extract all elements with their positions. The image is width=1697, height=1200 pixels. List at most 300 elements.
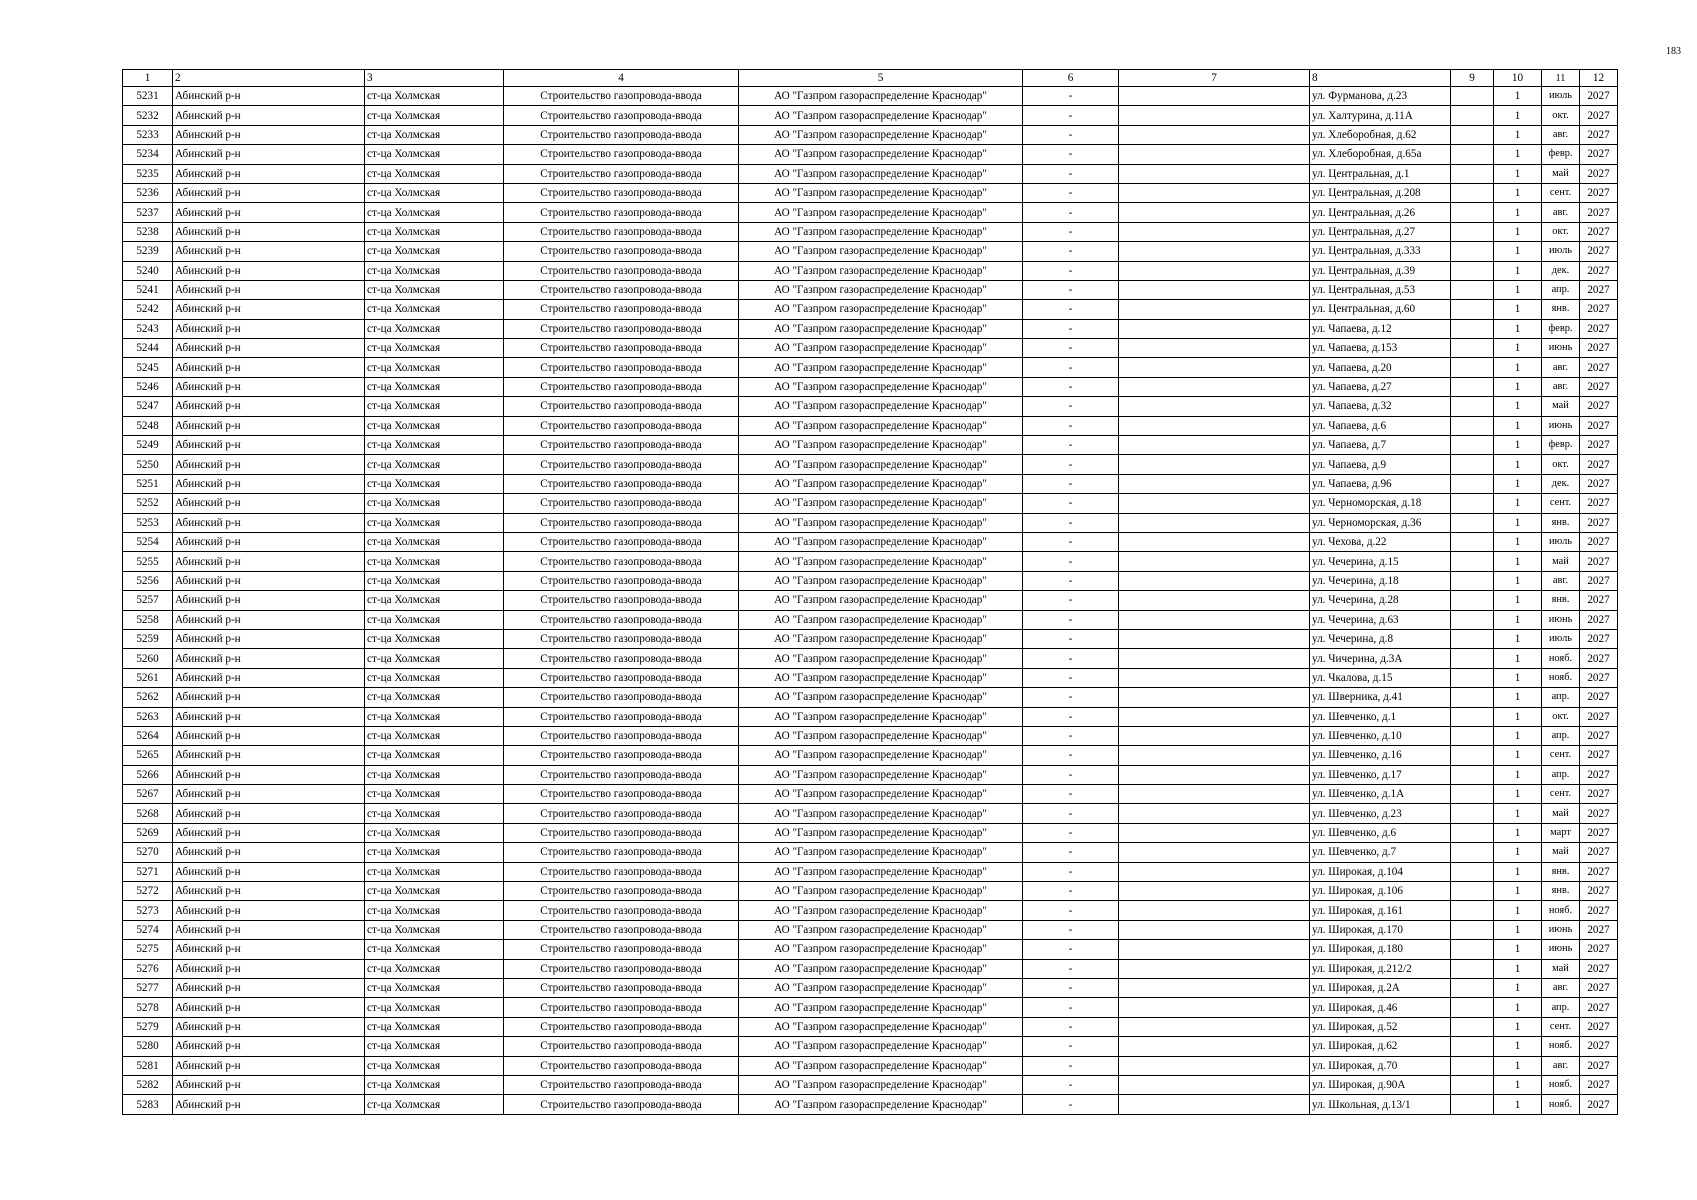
table-cell: ул. Чапаева, д.9 (1310, 455, 1451, 474)
table-cell: - (1023, 532, 1119, 551)
table-cell: июнь (1542, 920, 1580, 939)
table-cell (1451, 649, 1494, 668)
table-cell: 1 (1494, 862, 1542, 881)
table-cell: ст-ца Холмская (365, 164, 504, 183)
table-cell: 5240 (123, 261, 173, 280)
table-cell: АО "Газпром газораспределение Краснодар" (739, 1017, 1023, 1036)
table-cell: АО "Газпром газораспределение Краснодар" (739, 494, 1023, 513)
table-cell (1451, 222, 1494, 241)
table-cell: ул. Центральная, д.26 (1310, 203, 1451, 222)
table-cell: Абинский р-н (173, 532, 365, 551)
table-cell (1451, 474, 1494, 493)
table-cell: АО "Газпром газораспределение Краснодар" (739, 397, 1023, 416)
table-cell (1451, 823, 1494, 842)
table-cell: ст-ца Холмская (365, 843, 504, 862)
table-row (123, 280, 1618, 299)
table-cell: АО "Газпром газораспределение Краснодар" (739, 765, 1023, 784)
table-cell: ст-ца Холмская (365, 222, 504, 241)
table-cell: АО "Газпром газораспределение Краснодар" (739, 688, 1023, 707)
table-cell: Строительство газопровода-ввода (504, 978, 739, 997)
table-cell (1451, 300, 1494, 319)
table-cell: 2027 (1580, 436, 1618, 455)
table-cell: 1 (1494, 940, 1542, 959)
table-cell: ул. Шверника, д.41 (1310, 688, 1451, 707)
table-cell: 2027 (1580, 785, 1618, 804)
table-row (123, 823, 1618, 842)
table-cell: Абинский р-н (173, 494, 365, 513)
table-row (123, 765, 1618, 784)
table-cell (1119, 629, 1310, 648)
table-cell (1119, 785, 1310, 804)
table-row (123, 804, 1618, 823)
table-row (123, 668, 1618, 687)
table-cell (1119, 765, 1310, 784)
table-cell: нояб. (1542, 1075, 1580, 1094)
table-cell: 5266 (123, 765, 173, 784)
table-row (123, 1075, 1618, 1094)
table-cell: Абинский р-н (173, 513, 365, 532)
table-cell: 1 (1494, 358, 1542, 377)
table-cell: ул. Шевченко, д.23 (1310, 804, 1451, 823)
table-cell: 5235 (123, 164, 173, 183)
table-cell: Абинский р-н (173, 940, 365, 959)
table-cell: - (1023, 416, 1119, 435)
table-cell: ул. Шевченко, д.6 (1310, 823, 1451, 842)
table-cell: АО "Газпром газораспределение Краснодар" (739, 319, 1023, 338)
table-cell: Строительство газопровода-ввода (504, 397, 739, 416)
table-cell: Абинский р-н (173, 300, 365, 319)
table-cell: ст-ца Холмская (365, 571, 504, 590)
table-cell: май (1542, 164, 1580, 183)
table-cell: Строительство газопровода-ввода (504, 901, 739, 920)
table-cell: 2027 (1580, 901, 1618, 920)
table-cell: янв. (1542, 882, 1580, 901)
table-cell: ул. Широкая, д.90А (1310, 1075, 1451, 1094)
column-header: 6 (1023, 70, 1119, 87)
table-cell (1119, 436, 1310, 455)
table-cell: 2027 (1580, 610, 1618, 629)
table-cell: ул. Чапаева, д.7 (1310, 436, 1451, 455)
table-cell: 1 (1494, 339, 1542, 358)
table-cell (1451, 242, 1494, 261)
table-cell: 1 (1494, 203, 1542, 222)
table-cell: ст-ца Холмская (365, 339, 504, 358)
table-cell: АО "Газпром газораспределение Краснодар" (739, 862, 1023, 881)
table-cell: ст-ца Холмская (365, 106, 504, 125)
table-cell: Строительство газопровода-ввода (504, 494, 739, 513)
table-cell: 2027 (1580, 765, 1618, 784)
column-header: 10 (1494, 70, 1542, 87)
table-cell: 5279 (123, 1017, 173, 1036)
table-cell: АО "Газпром газораспределение Краснодар" (739, 610, 1023, 629)
table-cell: 1 (1494, 1075, 1542, 1094)
table-cell: Строительство газопровода-ввода (504, 358, 739, 377)
table-cell: - (1023, 940, 1119, 959)
table-cell: Абинский р-н (173, 183, 365, 202)
table-cell: 5260 (123, 649, 173, 668)
table-cell: Абинский р-н (173, 552, 365, 571)
table-cell: ст-ца Холмская (365, 591, 504, 610)
table-cell (1451, 280, 1494, 299)
table-cell: 2027 (1580, 474, 1618, 493)
column-header: 1 (123, 70, 173, 87)
table-cell: ст-ца Холмская (365, 377, 504, 396)
table-cell: АО "Газпром газораспределение Краснодар" (739, 591, 1023, 610)
table-cell: 2027 (1580, 280, 1618, 299)
table-cell: 1 (1494, 1017, 1542, 1036)
table-cell (1119, 222, 1310, 241)
table-cell: 2027 (1580, 1017, 1618, 1036)
table-cell: ст-ца Холмская (365, 785, 504, 804)
table-cell: Строительство газопровода-ввода (504, 843, 739, 862)
table-cell: 5245 (123, 358, 173, 377)
table-row (123, 203, 1618, 222)
table-cell: 5250 (123, 455, 173, 474)
table-cell: АО "Газпром газораспределение Краснодар" (739, 416, 1023, 435)
table-cell: 1 (1494, 532, 1542, 551)
table-cell (1451, 629, 1494, 648)
table-cell: - (1023, 1095, 1119, 1114)
table-cell: сент. (1542, 494, 1580, 513)
table-cell: 1 (1494, 1056, 1542, 1075)
table-row (123, 416, 1618, 435)
table-cell: июль (1542, 87, 1580, 106)
table-cell: - (1023, 629, 1119, 648)
table-cell: 2027 (1580, 319, 1618, 338)
table-cell: Абинский р-н (173, 145, 365, 164)
table-cell: 1 (1494, 823, 1542, 842)
table-cell: 1 (1494, 416, 1542, 435)
table-cell: 2027 (1580, 746, 1618, 765)
table-cell: ул. Широкая, д.170 (1310, 920, 1451, 939)
table-cell: АО "Газпром газораспределение Краснодар" (739, 959, 1023, 978)
table-cell: май (1542, 843, 1580, 862)
table-cell (1451, 532, 1494, 551)
table-cell (1451, 319, 1494, 338)
table-row (123, 862, 1618, 881)
table-cell: Строительство газопровода-ввода (504, 746, 739, 765)
table-cell (1451, 416, 1494, 435)
table-cell: Абинский р-н (173, 591, 365, 610)
table-cell: ул. Чечерина, д.63 (1310, 610, 1451, 629)
table-cell: АО "Газпром газораспределение Краснодар" (739, 998, 1023, 1017)
table-cell: ул. Центральная, д.208 (1310, 183, 1451, 202)
table-row (123, 242, 1618, 261)
table-cell: АО "Газпром газораспределение Краснодар" (739, 1095, 1023, 1114)
table-cell: Абинский р-н (173, 164, 365, 183)
table-cell: АО "Газпром газораспределение Краснодар" (739, 940, 1023, 959)
table-cell: ул. Чечерина, д.8 (1310, 629, 1451, 648)
table-cell: Абинский р-н (173, 1056, 365, 1075)
table-cell: Строительство газопровода-ввода (504, 280, 739, 299)
table-cell: 2027 (1580, 862, 1618, 881)
page-number: 183 (1666, 46, 1681, 57)
table-cell: 5264 (123, 726, 173, 745)
table-cell (1451, 358, 1494, 377)
column-header: 7 (1119, 70, 1310, 87)
table-cell (1119, 610, 1310, 629)
table-cell: - (1023, 203, 1119, 222)
table-cell: нояб. (1542, 668, 1580, 687)
table-cell: Абинский р-н (173, 397, 365, 416)
table-cell (1119, 668, 1310, 687)
table-cell: 1 (1494, 513, 1542, 532)
table-cell: ул. Чечерина, д.28 (1310, 591, 1451, 610)
table-cell: ул. Широкая, д.62 (1310, 1037, 1451, 1056)
table-cell: Абинский р-н (173, 261, 365, 280)
table-cell: ст-ца Холмская (365, 668, 504, 687)
table-cell: Строительство газопровода-ввода (504, 145, 739, 164)
table-cell: 1 (1494, 222, 1542, 241)
table-cell: янв. (1542, 591, 1580, 610)
table-cell: 1 (1494, 106, 1542, 125)
table-row (123, 649, 1618, 668)
table-cell: 5268 (123, 804, 173, 823)
table-cell: 2027 (1580, 222, 1618, 241)
table-cell: сент. (1542, 1017, 1580, 1036)
table-cell: Строительство газопровода-ввода (504, 882, 739, 901)
table-cell (1451, 377, 1494, 396)
table-cell: 5248 (123, 416, 173, 435)
table-row (123, 610, 1618, 629)
table-cell: 2027 (1580, 1075, 1618, 1094)
table-row (123, 959, 1618, 978)
table-cell: ул. Широкая, д.46 (1310, 998, 1451, 1017)
table-cell: 2027 (1580, 552, 1618, 571)
table-cell: Абинский р-н (173, 436, 365, 455)
table-cell: июнь (1542, 940, 1580, 959)
table-cell: 2027 (1580, 940, 1618, 959)
table-cell: - (1023, 1017, 1119, 1036)
table-cell: 2027 (1580, 377, 1618, 396)
table-cell: 1 (1494, 629, 1542, 648)
table-cell: ст-ца Холмская (365, 280, 504, 299)
table-cell: 2027 (1580, 959, 1618, 978)
column-header: 4 (504, 70, 739, 87)
table-cell (1451, 804, 1494, 823)
table-cell: 5242 (123, 300, 173, 319)
column-header: 12 (1580, 70, 1618, 87)
table-cell: АО "Газпром газораспределение Краснодар" (739, 125, 1023, 144)
table-cell: Строительство газопровода-ввода (504, 339, 739, 358)
table-cell: авг. (1542, 571, 1580, 590)
table-row (123, 222, 1618, 241)
table-cell: Строительство газопровода-ввода (504, 242, 739, 261)
table-cell: ул. Чапаева, д.12 (1310, 319, 1451, 338)
table-cell: - (1023, 436, 1119, 455)
table-cell (1451, 125, 1494, 144)
table-cell: ст-ца Холмская (365, 920, 504, 939)
table-cell: авг. (1542, 358, 1580, 377)
table-cell: 1 (1494, 901, 1542, 920)
table-cell: 1 (1494, 1037, 1542, 1056)
table-cell: Строительство газопровода-ввода (504, 164, 739, 183)
table-cell: АО "Газпром газораспределение Краснодар" (739, 106, 1023, 125)
table-cell: ст-ца Холмская (365, 494, 504, 513)
table-cell: сент. (1542, 785, 1580, 804)
table-cell: 5238 (123, 222, 173, 241)
table-cell: март (1542, 823, 1580, 842)
table-cell: АО "Газпром газораспределение Краснодар" (739, 978, 1023, 997)
table-cell: Абинский р-н (173, 649, 365, 668)
table-cell: ул. Шевченко, д.1 (1310, 707, 1451, 726)
table-cell (1451, 785, 1494, 804)
table-cell: АО "Газпром газораспределение Краснодар" (739, 746, 1023, 765)
table-cell: АО "Газпром газораспределение Краснодар" (739, 164, 1023, 183)
table-cell: ул. Хлеборобная, д.65а (1310, 145, 1451, 164)
table-cell: Абинский р-н (173, 862, 365, 881)
table-cell: дек. (1542, 474, 1580, 493)
table-cell: АО "Газпром газораспределение Краснодар" (739, 377, 1023, 396)
table-cell: Строительство газопровода-ввода (504, 920, 739, 939)
table-cell: - (1023, 280, 1119, 299)
table-cell: сент. (1542, 746, 1580, 765)
table-cell: Абинский р-н (173, 242, 365, 261)
table-cell: ст-ца Холмская (365, 183, 504, 202)
table-cell: 5236 (123, 183, 173, 202)
table-cell: 1 (1494, 87, 1542, 106)
table-cell: АО "Газпром газораспределение Краснодар" (739, 726, 1023, 745)
table-cell: 5249 (123, 436, 173, 455)
table-cell (1119, 862, 1310, 881)
table-cell: ст-ца Холмская (365, 300, 504, 319)
table-cell: 2027 (1580, 455, 1618, 474)
table-cell: - (1023, 823, 1119, 842)
table-cell: АО "Газпром газораспределение Краснодар" (739, 1037, 1023, 1056)
table-cell (1451, 455, 1494, 474)
table-cell (1451, 726, 1494, 745)
table-cell: - (1023, 513, 1119, 532)
table-cell: Абинский р-н (173, 843, 365, 862)
table-cell: - (1023, 882, 1119, 901)
table-cell: ул. Центральная, д.27 (1310, 222, 1451, 241)
table-cell: АО "Газпром газораспределение Краснодар" (739, 87, 1023, 106)
table-cell: 1 (1494, 765, 1542, 784)
table-cell (1451, 920, 1494, 939)
table-cell: ул. Черноморская, д.18 (1310, 494, 1451, 513)
table-cell (1119, 494, 1310, 513)
table-cell: февр. (1542, 319, 1580, 338)
table-cell: Абинский р-н (173, 125, 365, 144)
table-cell: АО "Газпром газораспределение Краснодар" (739, 629, 1023, 648)
table-cell (1119, 746, 1310, 765)
table-cell (1119, 1037, 1310, 1056)
table-cell: 5273 (123, 901, 173, 920)
table-header (123, 70, 1618, 87)
table-cell (1119, 339, 1310, 358)
table-cell: 2027 (1580, 1056, 1618, 1075)
table-cell: Строительство газопровода-ввода (504, 823, 739, 842)
table-row (123, 339, 1618, 358)
table-cell: ул. Чапаева, д.153 (1310, 339, 1451, 358)
table-cell: Строительство газопровода-ввода (504, 765, 739, 784)
table-row (123, 377, 1618, 396)
table-cell (1451, 339, 1494, 358)
table-cell: Абинский р-н (173, 474, 365, 493)
table-cell: Строительство газопровода-ввода (504, 474, 739, 493)
table-cell: 2027 (1580, 397, 1618, 416)
table-cell: Абинский р-н (173, 823, 365, 842)
table-cell (1451, 552, 1494, 571)
table-cell (1119, 106, 1310, 125)
column-header: 11 (1542, 70, 1580, 87)
table-row (123, 1056, 1618, 1075)
table-cell: ст-ца Холмская (365, 998, 504, 1017)
table-cell: - (1023, 87, 1119, 106)
table-row (123, 106, 1618, 125)
table-cell: 2027 (1580, 668, 1618, 687)
table-cell: ул. Шевченко, д.16 (1310, 746, 1451, 765)
table-cell (1119, 203, 1310, 222)
table-cell: апр. (1542, 726, 1580, 745)
table-cell: 1 (1494, 591, 1542, 610)
table-cell: 5239 (123, 242, 173, 261)
table-cell: 2027 (1580, 145, 1618, 164)
table-cell (1119, 978, 1310, 997)
table-cell: 2027 (1580, 106, 1618, 125)
table-cell: 2027 (1580, 1037, 1618, 1056)
table-cell: 1 (1494, 649, 1542, 668)
table-cell: 2027 (1580, 125, 1618, 144)
table-cell: ул. Чапаева, д.27 (1310, 377, 1451, 396)
table-cell: авг. (1542, 203, 1580, 222)
table-cell: Строительство газопровода-ввода (504, 300, 739, 319)
table-cell: Абинский р-н (173, 707, 365, 726)
table-cell: янв. (1542, 300, 1580, 319)
table-cell: ул. Чапаева, д.32 (1310, 397, 1451, 416)
table-cell (1451, 610, 1494, 629)
table-cell (1451, 494, 1494, 513)
table-cell: Строительство газопровода-ввода (504, 1095, 739, 1114)
table-cell: АО "Газпром газораспределение Краснодар" (739, 668, 1023, 687)
table-cell: - (1023, 746, 1119, 765)
table-cell: ст-ца Холмская (365, 1017, 504, 1036)
table-cell (1119, 649, 1310, 668)
table-cell: 5241 (123, 280, 173, 299)
table-cell: Строительство газопровода-ввода (504, 940, 739, 959)
table-row (123, 998, 1618, 1017)
table-cell: 1 (1494, 125, 1542, 144)
table-cell (1119, 823, 1310, 842)
table-cell: 5233 (123, 125, 173, 144)
table-cell: Строительство газопровода-ввода (504, 1056, 739, 1075)
table-cell: февр. (1542, 436, 1580, 455)
table-cell: Строительство газопровода-ввода (504, 610, 739, 629)
table-cell: 1 (1494, 746, 1542, 765)
table-cell: 1 (1494, 552, 1542, 571)
table-cell: АО "Газпром газораспределение Краснодар" (739, 649, 1023, 668)
table-cell: АО "Газпром газораспределение Краснодар" (739, 1056, 1023, 1075)
table-cell: 5270 (123, 843, 173, 862)
table-cell: авг. (1542, 978, 1580, 997)
table-cell: - (1023, 242, 1119, 261)
table-cell: Абинский р-н (173, 959, 365, 978)
table-cell: 5251 (123, 474, 173, 493)
table-cell: 2027 (1580, 629, 1618, 648)
table-row (123, 164, 1618, 183)
table-cell: июнь (1542, 339, 1580, 358)
table-cell: - (1023, 261, 1119, 280)
table-cell (1451, 1017, 1494, 1036)
table-cell: 1 (1494, 280, 1542, 299)
table-cell: - (1023, 726, 1119, 745)
table-cell: авг. (1542, 125, 1580, 144)
table-cell: 5261 (123, 668, 173, 687)
table-cell: 1 (1494, 920, 1542, 939)
table-cell (1451, 978, 1494, 997)
table-cell: ст-ца Холмская (365, 203, 504, 222)
table-cell: Строительство газопровода-ввода (504, 726, 739, 745)
